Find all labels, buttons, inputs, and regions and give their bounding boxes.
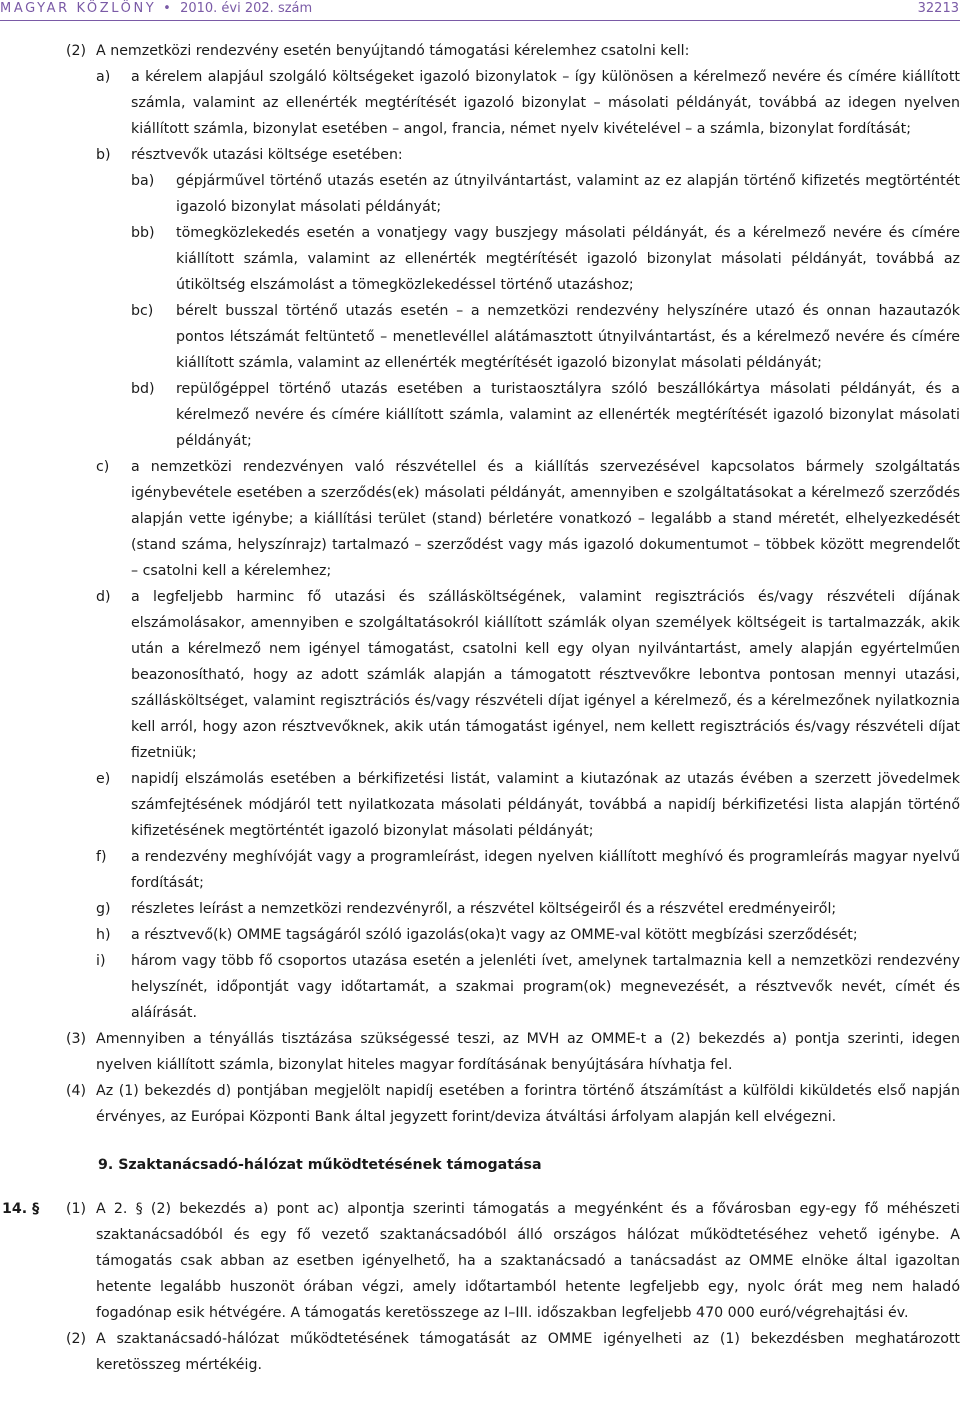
item-text: a résztvevő(k) OMME tagságáról szóló igazolás(oka)t vagy az OMME-val kötött megbízási szerződését; [131, 927, 858, 943]
paragraph-text: A 2. § (2) bekezdés a) pont ac) alpontja szerinti támogatás a megyénként és a fővárosban egy-egy fő méhészeti szaktanácsadóból és egy fő vezető szaktanácsadóból álló országos hálózat működtetéséhez vehető igénybe. A támogatás csak abban az esetben igényelhető, ha a szaktanácsadó a tanácsadást az OMME elnöke által igazoltan hetente legalább huszonöt órában végzi, amely időtartamból hetente legfeljebb egy, nyolc órát meg nem haladó fogadónap esik hétvégére. A támogatás keretösszege az I–III. időszakban legfeljebb 470 000 euró/végrehajtási év. [96, 1201, 960, 1321]
sub-item-label: ba) [131, 173, 155, 189]
page-header [0, 0, 960, 18]
paragraph-label: (1) [66, 1201, 87, 1217]
item-text: három vagy több fő csoportos utazása esetén a jelenléti ívet, amelynek tartalmaznia kell a nemzetközi rendezvény helyszínét, időpontját vagy időtartamát, a szakmai program(ok) megnevezését, a résztvevők nevét, címét és aláírását. [131, 953, 960, 1021]
item-text: részletes leírást a nemzetközi rendezvényről, a részvétel költségeiről és a részvétel eredményeiről; [131, 901, 837, 917]
paragraph-2-intro [0, 38, 960, 64]
paragraph-text: Az (1) bekezdés d) pontjában megjelölt napidíj esetében a forintra történő átszámítást a külföldi kiküldetés első napján érvényes, az Európai Központi Bank által jegyzett forint/deviza átváltási árfolyam alapján kell elvégezni. [96, 1083, 960, 1125]
item-text: a nemzetközi rendezvényen való részvétellel és a kiállítás szervezésével kapcsolatos bármely szolgáltatás igénybevétele esetében a szerződés(ek) másolati példányát, amennyiben e szolgáltatásokat a kérelmező szerződés alapján vette igénybe; a kiállítási terület (stand) bérletére vonatkozó – legalább a stand méretét, elhelyezkedését (stand száma, helyszínrajz) tartalmazó – szerződést vagy más igazoló dokumentumot – többek között megrendelőt – csatolni kell a kérelemhez; [131, 459, 960, 579]
sub-item-label: bc) [131, 303, 154, 319]
item-text: résztvevők utazási költsége esetében: [131, 147, 403, 163]
sub-item-bc [0, 298, 960, 376]
item-label: f) [96, 849, 107, 865]
article-number: 14. § [2, 1201, 40, 1217]
article-14-paragraph-1 [0, 1196, 960, 1326]
list-item-i [0, 948, 960, 1026]
item-label: i) [96, 953, 106, 969]
item-label: e) [96, 771, 111, 787]
item-text: a rendezvény meghívóját vagy a programleírást, idegen nyelven kiállított meghívó és programleírás magyar nyelvű fordítását; [131, 849, 960, 891]
sub-item-label: bd) [131, 381, 155, 397]
article-14-paragraph-2 [0, 1326, 960, 1378]
paragraph-text: A szaktanácsadó-hálózat működtetésének támogatását az OMME igényelheti az (1) bekezdésben meghatározott keretösszeg mértékéig. [96, 1331, 960, 1373]
list-item-e [0, 766, 960, 844]
sub-item-text: repülőgéppel történő utazás esetében a turistaosztályra szóló beszállókártya másolati példányát, és a kérelmező nevére és címére kiállított számla, valamint az ellenérték megtérítését igazoló bizonylat másolati példányát; [176, 381, 960, 449]
sub-item-label: bb) [131, 225, 155, 241]
list-item-g [0, 896, 960, 922]
running-head [0, 0, 312, 18]
page-number: 32213 [917, 1, 959, 16]
item-label: b) [96, 147, 111, 163]
sub-item-text: tömegközlekedés esetén a vonatjegy vagy buszjegy másolati példányát, és a kérelmező nevére és címére kiállított számla, valamint az ellenérték megtérítését igazoló bizonylat másolati példányát, továbbá az útiköltség elszámolást a tömegközlekedéssel történő utazáshoz; [176, 225, 960, 293]
document-body [0, 38, 960, 1378]
issue-number: 2010. évi 202. szám [180, 1, 313, 16]
list-item-a [0, 64, 960, 142]
header-rule [0, 20, 960, 21]
paragraph-label: (3) [66, 1031, 87, 1047]
paragraph-text: Amennyiben a tényállás tisztázása szükségessé teszi, az MVH az OMME-t a (2) bekezdés a) pontja szerinti, idegen nyelven kiállított számla, bizonylat hiteles magyar fordításának benyújtására hívhatja fel. [96, 1031, 960, 1073]
item-text: a legfeljebb harminc fő utazási és szállásköltségének, valamint regisztrációs és/vagy részvételi díjának elszámolásakor, amennyiben e szolgáltatásokról kiállított számlák olyan személyek költségeit is tartalmazzák, akik után a kérelmező nem igényel támogatást, csatolni kell egy olyan nyilvántartást, amely alapján egyértelműen beazonosítható, hogy az adott számlák alapján a támogatott résztvevőkre lebontva pontosan mennyi utazási, szállásköltséget, valamint regisztrációs és/vagy részvételi díjat igényel a kérelmező, és a kérelmezőnek nyilatkoznia kell arról, hogy azon résztvevőknek, akik után támogatást igényel, nem kellett regisztrációs és/vagy részvételi díjat fizetniük; [131, 589, 960, 761]
list-item-c [0, 454, 960, 584]
list-item-f [0, 844, 960, 896]
list-item-h [0, 922, 960, 948]
sub-item-text: gépjárművel történő utazás esetén az útnyilvántartást, valamint az ez alapján történő kifizetés megtörténtét igazoló bizonylat másolati példányát; [176, 173, 960, 215]
paragraph-label: (2) [66, 1331, 87, 1347]
item-label: c) [96, 459, 110, 475]
paragraph-label: (4) [66, 1083, 87, 1099]
bullet-separator: • [163, 1, 174, 16]
paragraph-4 [0, 1078, 960, 1130]
item-label: g) [96, 901, 111, 917]
item-text: napidíj elszámolás esetében a bérkifizetési listát, valamint a kiutazónak az utazás évében a szerzett jövedelmek számfejtésének módjáról tett nyilatkozata másolati példányát, továbbá a napidíj bérkifizetési lista alapján történő kifizetésének megtörténtét igazoló bizonylat másolati példányát; [131, 771, 960, 839]
publication-title: MAGYAR KÖZLÖNY [0, 1, 157, 16]
item-label: h) [96, 927, 111, 943]
paragraph-text: A nemzetközi rendezvény esetén benyújtandó támogatási kérelemhez csatolni kell: [96, 43, 690, 59]
section-heading: 9. Szaktanácsadó-hálózat működtetésének támogatása [98, 1157, 542, 1173]
sub-item-bd [0, 376, 960, 454]
sub-item-text: bérelt busszal történő utazás esetén – a nemzetközi rendezvény helyszínére utazó és onnan hazautazók pontos létszámát feltüntető – menetlevéllel alátámasztott útnyilvántartást, és a kérelmező nevére és címére kiállított számla, valamint az ellenérték megtérítését igazoló bizonylat másolati példányát; [176, 303, 960, 371]
item-label: d) [96, 589, 111, 605]
list-item-b [0, 142, 960, 168]
item-label: a) [96, 69, 111, 85]
paragraph-label: (2) [66, 43, 87, 59]
sub-item-ba [0, 168, 960, 220]
list-item-d [0, 584, 960, 766]
sub-item-bb [0, 220, 960, 298]
item-text: a kérelem alapjául szolgáló költségeket igazoló bizonylatok – így különösen a kérelmező nevére és címére kiállított számla, valamint az ellenérték megtérítését igazoló bizonylat – másolati példányát, továbbá az idegen nyelven kiállított számla, bizonylat esetében – angol, francia, német nyelv kivételével – a számla, bizonylat fordítását; [131, 69, 960, 137]
paragraph-3 [0, 1026, 960, 1078]
